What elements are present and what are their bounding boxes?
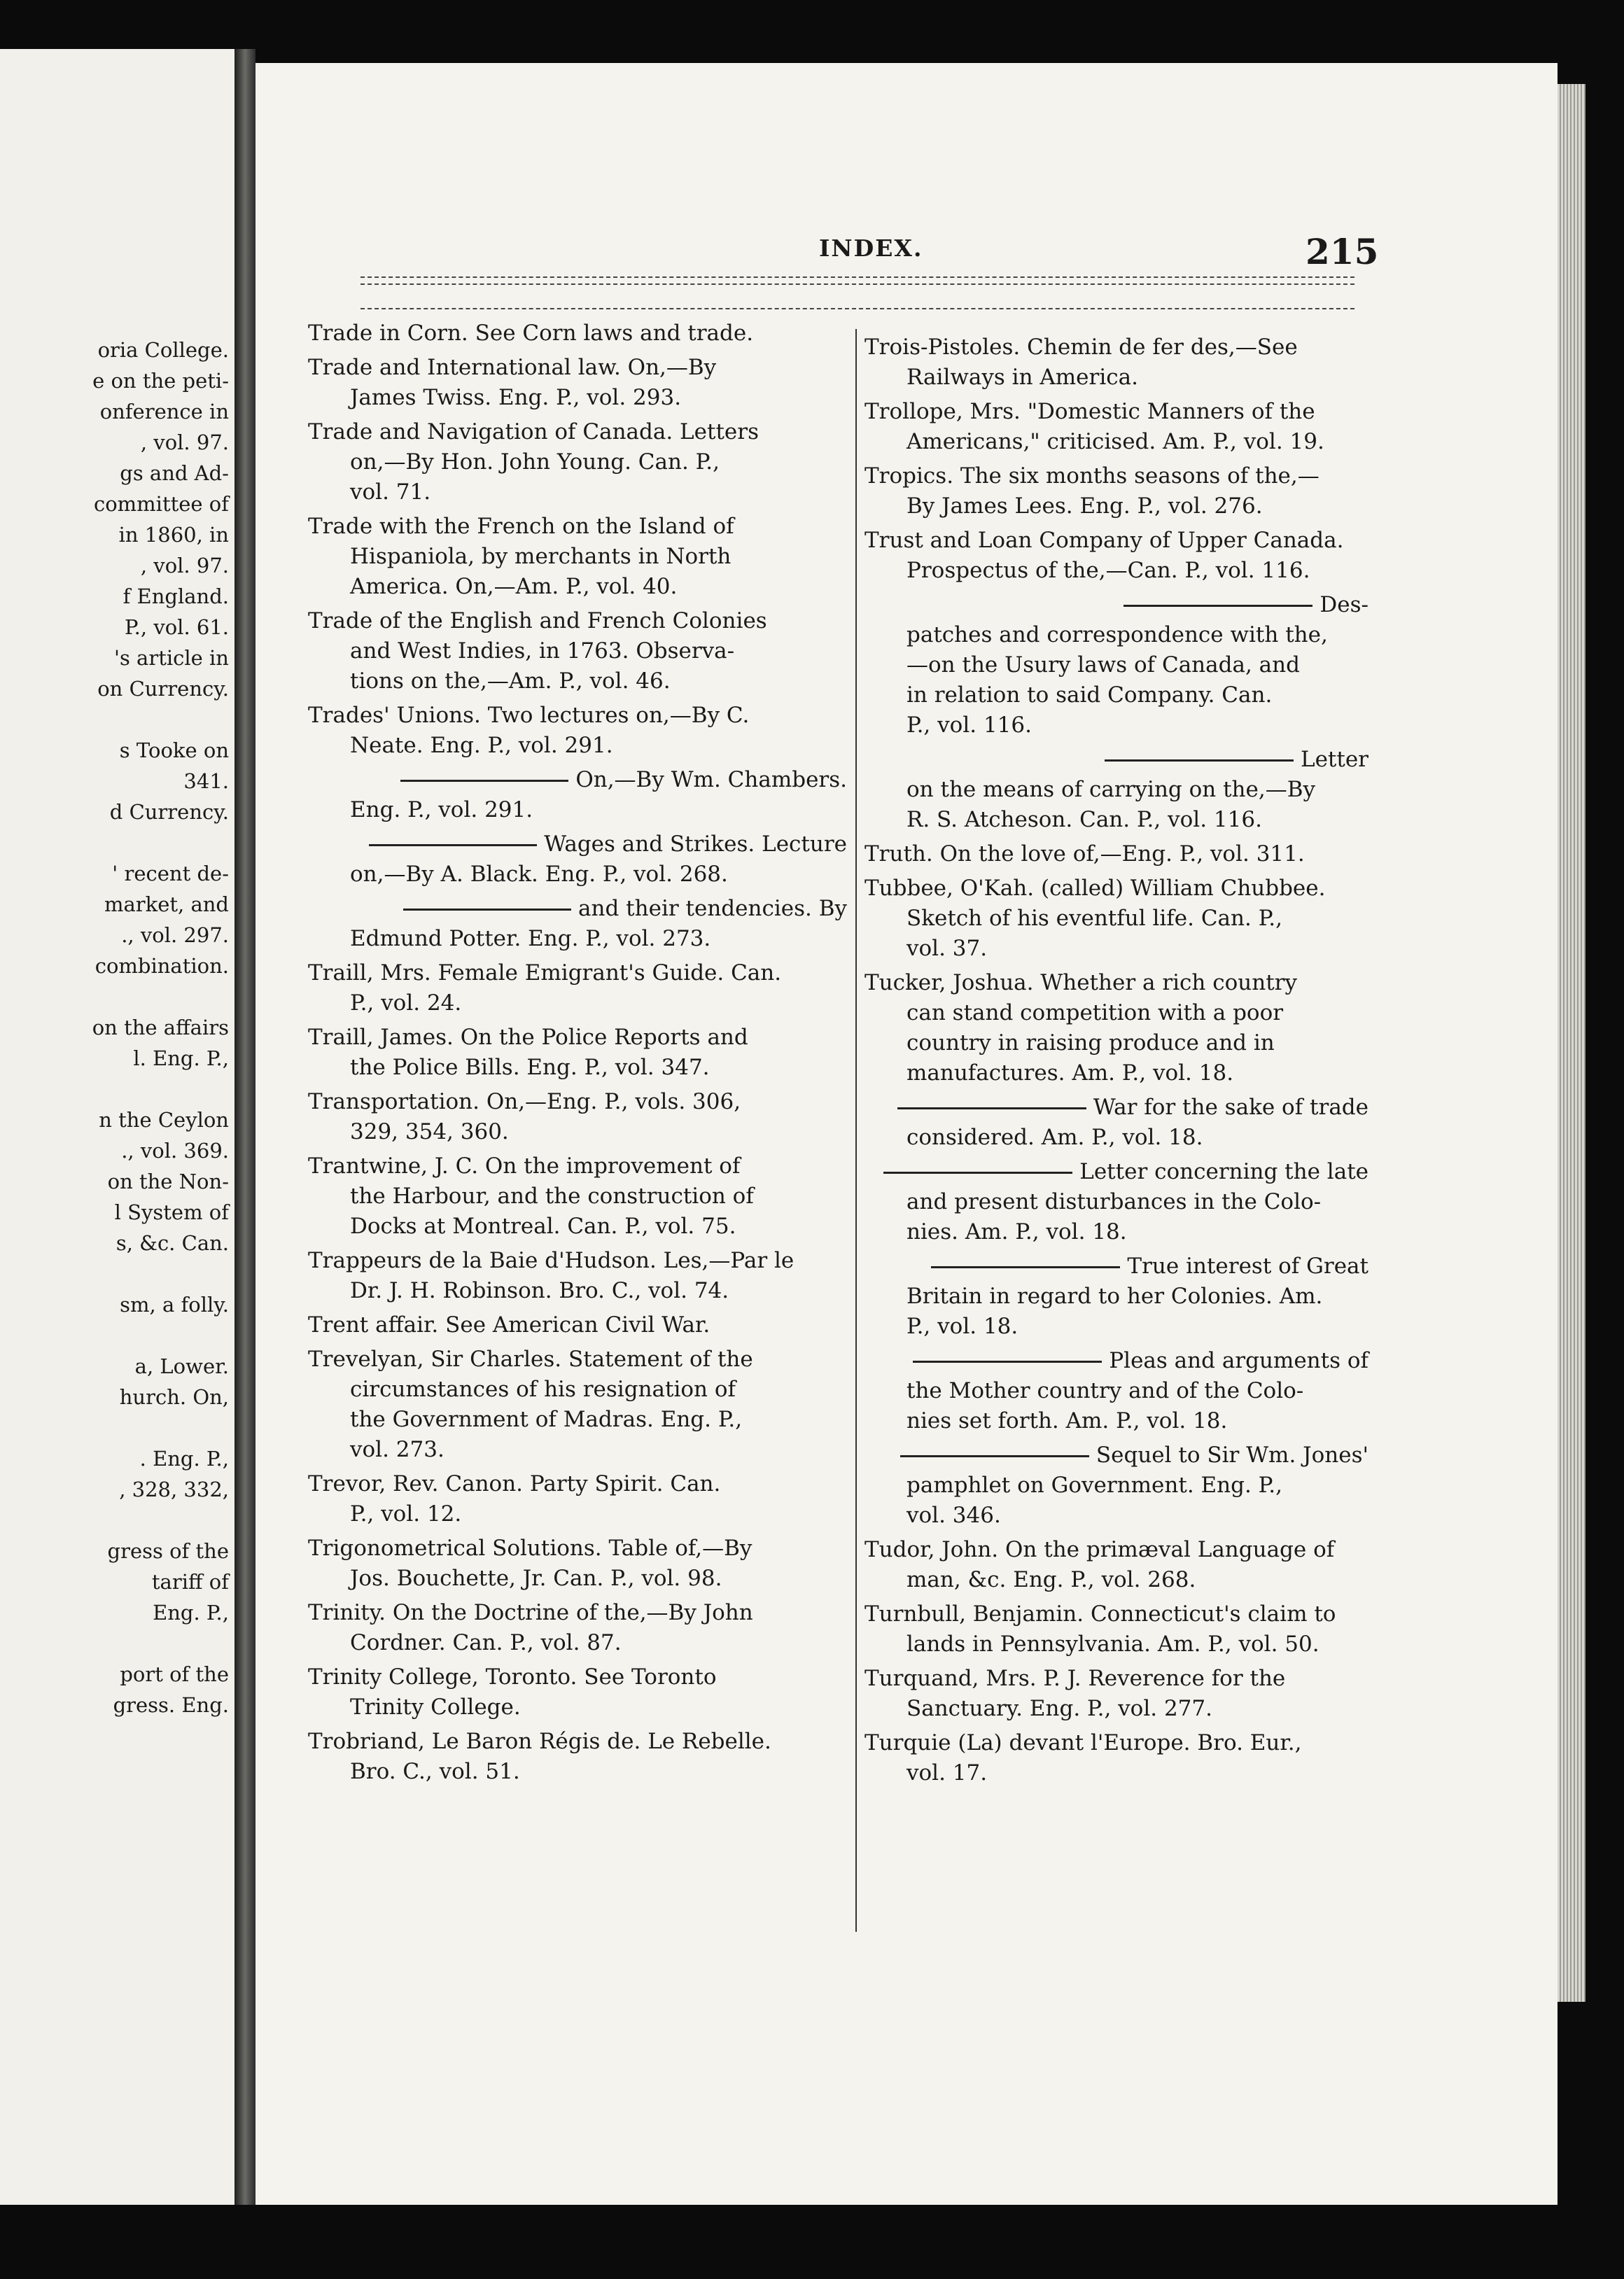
index-entry xyxy=(864,874,1368,964)
index-entry xyxy=(308,1246,847,1306)
entry-line: Neate. Eng. P., vol. 291. xyxy=(350,733,613,758)
index-entry xyxy=(308,417,847,507)
entry-line: Docks at Montreal. Can. P., vol. 75. xyxy=(350,1214,736,1239)
entry-line: Turnbull, Benjamin. Connecticut's claim to xyxy=(864,1601,1336,1627)
book-gutter xyxy=(234,49,255,2205)
left-page-line: , vol. 97. xyxy=(140,430,229,454)
entry-line: 329, 354, 360. xyxy=(350,1119,509,1144)
entry-line: America. On,—Am. P., vol. 40. xyxy=(350,574,678,599)
index-entry xyxy=(864,397,1368,457)
header-rule-2 xyxy=(360,283,1354,285)
header-rule-3 xyxy=(360,308,1354,309)
entry-text: True interest of Great xyxy=(1127,1254,1368,1279)
left-page-line: gress of the xyxy=(107,1539,229,1563)
entry-line xyxy=(864,1440,1368,1471)
entry-line: P., vol. 12. xyxy=(350,1501,462,1527)
entry-line xyxy=(864,745,1368,775)
entry-line: Railways in America. xyxy=(906,365,1138,390)
entry-line: Bro. C., vol. 51. xyxy=(350,1759,520,1784)
entry-line: tions on the,—Am. P., vol. 46. xyxy=(350,668,671,694)
ditto-rule xyxy=(931,1266,1120,1268)
entry-line xyxy=(864,1157,1368,1187)
entry-line: Turquand, Mrs. P. J. Reverence for the xyxy=(864,1666,1286,1691)
left-page-line: port of the xyxy=(120,1662,229,1686)
left-page-line: . Eng. P., xyxy=(139,1447,229,1471)
entry-line: Sanctuary. Eng. P., vol. 277. xyxy=(906,1696,1212,1721)
entry-line: Trinity College, Toronto. See Toronto xyxy=(308,1664,717,1690)
entry-line: in relation to said Company. Can. xyxy=(906,682,1273,708)
index-entry xyxy=(308,701,847,761)
entry-line: Trevelyan, Sir Charles. Statement of the xyxy=(308,1347,753,1372)
entry-line: vol. 71. xyxy=(350,479,431,505)
left-page-line: , 328, 332, xyxy=(119,1478,229,1501)
entry-line: Trade of the English and French Colonies xyxy=(308,608,767,633)
entry-line: nies set forth. Am. P., vol. 18. xyxy=(906,1408,1228,1433)
ditto-rule xyxy=(403,909,571,911)
entry-line: patches and correspondence with the, xyxy=(906,622,1328,647)
entry-line: Transportation. On,—Eng. P., vols. 306, xyxy=(308,1089,741,1114)
entry-line xyxy=(308,829,847,860)
index-entry xyxy=(864,1251,1368,1342)
index-entry xyxy=(308,606,847,696)
entry-line: Britain in regard to her Colonies. Am. xyxy=(906,1284,1323,1309)
index-entry xyxy=(308,829,847,890)
entry-text: Letter concerning the late xyxy=(1079,1159,1368,1184)
index-entry xyxy=(864,839,1368,869)
index-entry xyxy=(864,745,1368,835)
entry-text: and their tendencies. By xyxy=(578,896,847,921)
ditto-rule xyxy=(883,1172,1072,1174)
left-page-line: on Currency. xyxy=(97,677,229,701)
index-entry xyxy=(308,765,847,825)
column-divider xyxy=(855,329,857,1932)
entry-line: Jos. Bouchette, Jr. Can. P., vol. 98. xyxy=(350,1566,722,1591)
left-page-line: ., vol. 369. xyxy=(121,1139,229,1163)
entry-line: considered. Am. P., vol. 18. xyxy=(906,1125,1203,1150)
left-page-line: l. Eng. P., xyxy=(133,1046,229,1070)
entry-line: Tucker, Joshua. Whether a rich country xyxy=(864,970,1297,995)
entry-line: Trent affair. See American Civil War. xyxy=(308,1312,710,1338)
entry-line: By James Lees. Eng. P., vol. 276. xyxy=(906,493,1263,519)
entry-text: Pleas and arguments of xyxy=(1109,1348,1368,1373)
index-entry xyxy=(864,1346,1368,1436)
entry-line xyxy=(864,1346,1368,1376)
entry-line: the Government of Madras. Eng. P., xyxy=(350,1407,743,1432)
entry-line: man, &c. Eng. P., vol. 268. xyxy=(906,1567,1196,1592)
entry-line: Trade and International law. On,—By xyxy=(308,355,717,380)
entry-line: Trinity College. xyxy=(350,1695,521,1720)
entry-line: on,—By A. Black. Eng. P., vol. 268. xyxy=(350,862,728,887)
left-page-fragment xyxy=(0,49,239,2205)
index-entry xyxy=(864,1440,1368,1531)
entry-line: on the means of carrying on the,—By xyxy=(906,777,1316,802)
left-page-line: on the Non- xyxy=(107,1170,229,1193)
index-entry xyxy=(864,968,1368,1088)
entry-line: Edmund Potter. Eng. P., vol. 273. xyxy=(350,926,711,951)
entry-text: Wages and Strikes. Lecture xyxy=(544,832,847,857)
index-entry xyxy=(864,1535,1368,1595)
entry-text: Sequel to Sir Wm. Jones' xyxy=(1096,1443,1368,1468)
entry-line: P., vol. 18. xyxy=(906,1314,1018,1339)
entry-line: on,—By Hon. John Young. Can. P., xyxy=(350,449,720,475)
left-page-line: l System of xyxy=(114,1200,229,1224)
entry-line: Traill, Mrs. Female Emigrant's Guide. Can. xyxy=(308,960,782,986)
index-entry xyxy=(308,1469,847,1529)
header-rule xyxy=(360,276,1354,278)
entry-line: Turquie (La) devant l'Europe. Bro. Eur., xyxy=(864,1730,1302,1755)
entry-line: can stand competition with a poor xyxy=(906,1000,1284,1025)
index-entry xyxy=(308,1662,847,1723)
index-entry xyxy=(308,1023,847,1083)
entry-line: Trades' Unions. Two lectures on,—By C. xyxy=(308,703,750,728)
entry-line: Trantwine, J. C. On the improvement of xyxy=(308,1153,741,1179)
entry-text: Letter xyxy=(1300,747,1368,772)
ditto-rule xyxy=(1105,759,1294,762)
entry-line: vol. 346. xyxy=(906,1503,1001,1528)
entry-line: James Twiss. Eng. P., vol. 293. xyxy=(350,385,682,410)
entry-line: Tudor, John. On the primæval Language of xyxy=(864,1537,1335,1562)
entry-line: vol. 17. xyxy=(906,1760,988,1786)
left-page-line: combination. xyxy=(94,954,229,978)
entry-line: Trollope, Mrs. "Domestic Manners of the xyxy=(864,399,1315,424)
left-page-line: on the affairs xyxy=(92,1016,229,1039)
left-page-line: sm, a folly. xyxy=(120,1293,229,1317)
running-header: INDEX. xyxy=(819,234,923,262)
left-page-line: 341. xyxy=(183,769,229,793)
entry-line: P., vol. 24. xyxy=(350,990,462,1016)
entry-line: Traill, James. On the Police Reports and xyxy=(308,1025,748,1050)
index-entry xyxy=(308,1310,847,1340)
entry-line: Truth. On the love of,—Eng. P., vol. 311. xyxy=(864,841,1305,867)
entry-line: Trappeurs de la Baie d'Hudson. Les,—Par le xyxy=(308,1248,794,1273)
index-entry xyxy=(864,1728,1368,1788)
entry-line: Trevor, Rev. Canon. Party Spirit. Can. xyxy=(308,1471,721,1496)
left-page-line: in 1860, in xyxy=(118,523,229,547)
left-page-line: gs and Ad- xyxy=(120,461,229,485)
entry-line: nies. Am. P., vol. 18. xyxy=(906,1219,1127,1244)
left-page-line: s, &c. Can. xyxy=(115,1231,229,1255)
index-column-left xyxy=(308,318,847,1791)
left-page-line: Eng. P., xyxy=(153,1601,229,1625)
entry-line: Dr. J. H. Robinson. Bro. C., vol. 74. xyxy=(350,1278,729,1303)
index-entry xyxy=(308,1534,847,1594)
entry-line: Trois-Pistoles. Chemin de fer des,—See xyxy=(864,335,1298,360)
left-page-line: tariff of xyxy=(151,1570,229,1594)
ditto-rule xyxy=(369,844,537,846)
index-entry xyxy=(308,318,847,349)
entry-line: Trobriand, Le Baron Régis de. Le Rebelle. xyxy=(308,1729,771,1754)
entry-line: —on the Usury laws of Canada, and xyxy=(906,652,1300,678)
left-page-line: P., vol. 61. xyxy=(125,615,229,639)
index-entry xyxy=(308,894,847,954)
entry-line: vol. 273. xyxy=(350,1437,444,1462)
entry-line: Trinity. On the Doctrine of the,—By John xyxy=(308,1600,753,1625)
entry-line: P., vol. 116. xyxy=(906,713,1032,738)
left-page-line: f England. xyxy=(122,584,229,608)
left-page-line: onference in xyxy=(99,400,229,423)
index-entry xyxy=(308,1151,847,1242)
entry-line: Tropics. The six months seasons of the,— xyxy=(864,463,1320,489)
entry-line: manufactures. Am. P., vol. 18. xyxy=(906,1060,1234,1086)
index-entry xyxy=(308,353,847,413)
left-page-line: ., vol. 297. xyxy=(121,923,229,947)
index-entry xyxy=(864,1664,1368,1724)
entry-line: the Police Bills. Eng. P., vol. 347. xyxy=(350,1055,710,1080)
index-column-right xyxy=(864,332,1368,1793)
entry-line: Americans," criticised. Am. P., vol. 19. xyxy=(906,429,1324,454)
index-entry xyxy=(864,461,1368,521)
ditto-rule xyxy=(900,1455,1089,1457)
left-page-line: market, and xyxy=(104,892,229,916)
index-entry xyxy=(308,1345,847,1465)
entry-line: the Mother country and of the Colo- xyxy=(906,1378,1304,1403)
entry-line: Sketch of his eventful life. Can. P., xyxy=(906,906,1282,931)
index-entry xyxy=(864,590,1368,741)
left-page-line: hurch. On, xyxy=(119,1385,229,1409)
left-page-line: gress. Eng. xyxy=(113,1693,229,1717)
index-entry xyxy=(864,1599,1368,1660)
left-page-line: committee of xyxy=(93,492,229,516)
entry-line: vol. 37. xyxy=(906,936,988,961)
page-number: 215 xyxy=(1306,231,1379,272)
left-page-line: s Tooke on xyxy=(119,738,229,762)
index-entry xyxy=(308,958,847,1018)
entry-line xyxy=(308,894,847,924)
entry-text: War for the sake of trade xyxy=(1093,1095,1368,1120)
ditto-rule xyxy=(400,780,568,782)
entry-text: On,—By Wm. Chambers. xyxy=(575,767,847,792)
index-entry xyxy=(864,1157,1368,1247)
entry-line: Eng. P., vol. 291. xyxy=(350,797,533,822)
index-entry xyxy=(308,1087,847,1147)
entry-line xyxy=(864,590,1368,620)
left-page-line: e on the peti- xyxy=(92,369,229,393)
left-page-line: ' recent de- xyxy=(112,862,229,885)
index-entry xyxy=(864,332,1368,393)
entry-line: the Harbour, and the construction of xyxy=(350,1184,754,1209)
entry-line: Cordner. Can. P., vol. 87. xyxy=(350,1630,622,1655)
ditto-rule xyxy=(897,1107,1086,1109)
entry-line: pamphlet on Government. Eng. P., xyxy=(906,1473,1282,1498)
entry-line: Trade and Navigation of Canada. Letters xyxy=(308,419,759,444)
entry-line: Trust and Loan Company of Upper Canada. xyxy=(864,528,1344,553)
entry-line xyxy=(308,765,847,795)
entry-line: Hispaniola, by merchants in North xyxy=(350,544,732,569)
entry-line: and present disturbances in the Colo- xyxy=(906,1189,1322,1214)
entry-line: Prospectus of the,—Can. P., vol. 116. xyxy=(906,558,1310,583)
entry-line: circumstances of his resignation of xyxy=(350,1377,736,1402)
left-page-line: 's article in xyxy=(113,646,229,670)
left-page-line: d Currency. xyxy=(109,800,229,824)
entry-text: Des- xyxy=(1320,592,1368,617)
entry-line xyxy=(864,1093,1368,1123)
index-entry xyxy=(308,512,847,602)
entry-line: Tubbee, O'Kah. (called) William Chubbee. xyxy=(864,876,1326,901)
page-edges xyxy=(1558,84,1586,2002)
ditto-rule xyxy=(913,1361,1102,1363)
ditto-rule xyxy=(1124,605,1312,607)
entry-line: lands in Pennsylvania. Am. P., vol. 50. xyxy=(906,1632,1320,1657)
entry-line: and West Indies, in 1763. Observa- xyxy=(350,638,735,664)
entry-line: Trade with the French on the Island of xyxy=(308,514,734,539)
entry-line xyxy=(864,1251,1368,1282)
entry-line: Trade in Corn. See Corn laws and trade. xyxy=(308,321,754,346)
index-entry xyxy=(308,1727,847,1787)
entry-line: country in raising produce and in xyxy=(906,1030,1275,1056)
index-entry xyxy=(864,1093,1368,1153)
left-page-line: n the Ceylon xyxy=(99,1108,229,1132)
left-page-line: oria College. xyxy=(97,338,229,362)
index-entry xyxy=(864,526,1368,586)
left-page-line: , vol. 97. xyxy=(140,554,229,577)
entry-line: Trigonometrical Solutions. Table of,—By xyxy=(308,1536,752,1561)
entry-line: R. S. Atcheson. Can. P., vol. 116. xyxy=(906,807,1262,832)
left-page-line: a, Lower. xyxy=(134,1354,229,1378)
index-entry xyxy=(308,1598,847,1658)
